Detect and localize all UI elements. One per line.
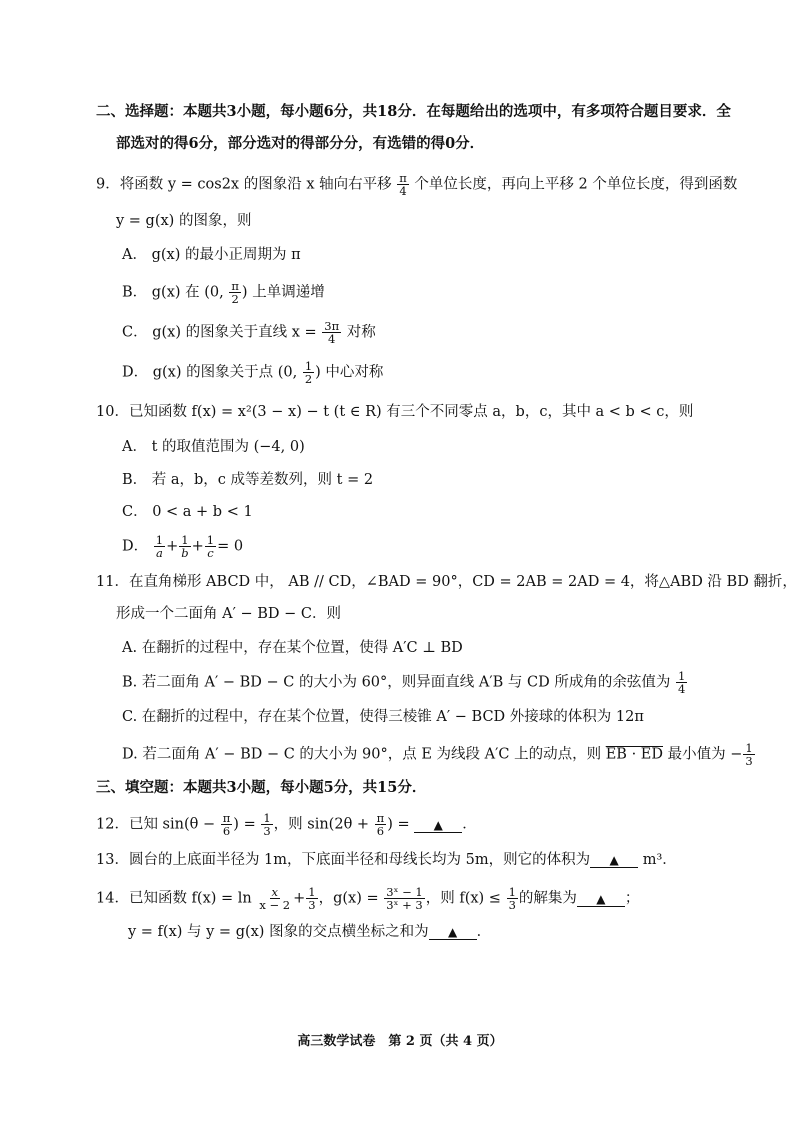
- frac-den: a: [155, 546, 163, 560]
- frac-den: 6: [222, 824, 231, 838]
- frac-num: 3π: [324, 319, 340, 333]
- q9-b-text1: B． g(x) 在 (0,: [122, 284, 224, 301]
- q14-end: ．: [476, 924, 492, 940]
- q9-line1: [96, 172, 737, 197]
- page-footer: 高三数学试卷 第 2 页（共 4 页）: [297, 1034, 503, 1049]
- q10-option-c: C． 0 < a + b < 1: [122, 504, 253, 520]
- q14-frac4: [507, 886, 518, 911]
- q11-option-c: C. 在翻折的过程中，存在某个位置，使得三棱锥 A′ − BCD 外接球的体积为 12π: [122, 709, 644, 725]
- q12-text3: ，则 sin(2θ +: [273, 816, 370, 833]
- q10-d-tail: = 0: [217, 538, 244, 555]
- q14-text2: +: [293, 890, 306, 907]
- q9-line2: y = g(x) 的图象，则: [116, 213, 252, 229]
- q9-c-text2: 对称: [346, 324, 376, 341]
- q14-line1: [96, 886, 639, 911]
- frac-num: 1: [155, 533, 164, 547]
- q9-text1: 将函数 y = cos2x 的图象沿 x 轴向右平移: [119, 176, 392, 193]
- q9-option-a: A． g(x) 的最小正周期为 π: [122, 247, 301, 263]
- q12-answer-blank[interactable]: ▲: [414, 818, 462, 833]
- section2-title-line1: 二、选择题：本题共3小题，每小题6分，共18分．在每题给出的选项中，有多项符合题目要求．全: [96, 103, 731, 120]
- q12-text2: ) =: [233, 816, 256, 833]
- q13-answer-blank[interactable]: ▲: [590, 853, 638, 868]
- q12-line: [96, 812, 477, 837]
- q14-frac1: [257, 886, 292, 911]
- q12-text1: 12．已知 sin(θ −: [96, 816, 216, 833]
- frac-num: 1: [745, 741, 753, 755]
- q13-line: [96, 850, 677, 870]
- q11-b-text: B. 若二面角 A′ − BD − C 的大小为 60°，则异面直线 A′B 与 CD 所成角的余弦值为: [122, 674, 671, 691]
- frac-den: 4: [677, 682, 686, 696]
- frac-num: π: [231, 279, 239, 293]
- q9-b-fraction: [229, 280, 241, 305]
- q11-option-d: [122, 742, 756, 767]
- frac-num: 1: [508, 885, 516, 899]
- q13-text1: 13．圆台的上底面半径为 1m，下底面半径和母线长均为 5m，则它的体积为: [96, 852, 591, 868]
- frac-num: π: [399, 171, 407, 185]
- q9-fraction-pi-4: [397, 172, 409, 197]
- frac-num: π: [376, 811, 385, 825]
- q10-option-d: D． $\frac{1}{a}$ + $\frac{1}{b}$ + $\frac{1}{c}$ = 0: [122, 533, 244, 560]
- q12-frac3: [375, 812, 387, 837]
- q14-answer-blank-2[interactable]: ▲: [429, 925, 477, 940]
- frac-den: 2: [231, 292, 239, 306]
- q11-d-text2: 最小值为 −: [667, 746, 743, 763]
- q12-frac1: [221, 812, 233, 837]
- q13-text2: m³．: [642, 852, 677, 868]
- frac-num: 3ˣ − 1: [386, 885, 423, 899]
- frac-num: 1: [304, 359, 313, 373]
- q14-line2: [128, 922, 491, 942]
- q9-d-text1: D． g(x) 的图象关于点 (0,: [122, 364, 298, 381]
- frac-den: 4: [399, 184, 407, 198]
- frac-den: 2: [304, 372, 313, 386]
- q11-b-fraction: [676, 670, 687, 695]
- q14-text6: ；: [624, 890, 640, 907]
- frac-den: 6: [376, 824, 385, 838]
- q12-frac2: [261, 812, 272, 837]
- q9-b-text2: ) 上单调递增: [241, 284, 325, 301]
- q14-text4: ，则 f(x) ≤: [425, 890, 501, 907]
- q9-d-text2: ) 中心对称: [315, 364, 384, 381]
- q14-text1: 14．已知函数 f(x) = ln: [96, 890, 252, 907]
- q9-option-b: [122, 280, 325, 305]
- q14-text3: ，g(x) =: [318, 890, 379, 907]
- section2-title-line2: 部选对的得6分，部分选对的得部分分，有选错的得0分．: [116, 135, 485, 152]
- frac-num: 1: [181, 533, 189, 547]
- q14-frac2: [306, 886, 317, 911]
- frac-num: 1: [206, 533, 215, 547]
- q11-d-text1: D. 若二面角 A′ − BD − C 的大小为 90°，点 E 为线段 A′C 上的动点，则: [122, 746, 602, 763]
- q11-line2: 形成一个二面角 A′ − BD − C．则: [116, 606, 341, 622]
- q10-d-label: D．: [122, 538, 149, 555]
- q11-d-fraction: [743, 742, 754, 767]
- frac-den: b: [181, 546, 189, 560]
- q10-line1: 10．已知函数 f(x) = x²(3 − x) − t (t ∈ R) 有三个不同零点 a，b，c，其中 a < b < c，则: [96, 404, 694, 420]
- frac-den: x − 2: [259, 898, 291, 912]
- frac-num: 1: [308, 885, 316, 899]
- frac-num: 1: [263, 811, 271, 825]
- q12-end: ．: [462, 816, 477, 833]
- section3-title: 三、填空题：本题共3小题，每小题5分，共15分．: [96, 779, 427, 796]
- frac-den: 3: [745, 754, 753, 768]
- q14-answer-blank-1[interactable]: ▲: [577, 892, 625, 907]
- q10-option-b: B． 若 a，b，c 成等差数列，则 t = 2: [122, 472, 374, 488]
- q14-frac3: [384, 886, 424, 911]
- frac-den: 3: [308, 898, 316, 912]
- q11-option-b: [122, 670, 688, 695]
- q10-d-frac-b: [179, 534, 190, 559]
- q12-text4: ) =: [387, 816, 410, 833]
- q11-option-a: A. 在翻折的过程中，存在某个位置，使得 A′C ⊥ BD: [122, 640, 463, 656]
- frac-den: 3: [508, 898, 516, 912]
- q14-text5: 的解集为: [518, 890, 577, 907]
- q11-d-vector: EB · ED: [605, 746, 663, 763]
- frac-num: x: [271, 885, 278, 899]
- q9-d-fraction: [303, 360, 314, 385]
- q9-c-text1: C． g(x) 的图象关于直线 x =: [122, 324, 317, 341]
- frac-den: 4: [328, 332, 336, 346]
- q14-line2-text: y = f(x) 与 y = g(x) 图象的交点横坐标之和为: [128, 924, 429, 940]
- q11-line1: 11．在直角梯形 ABCD 中， AB // CD，∠BAD = 90°，CD = 2AB = 2AD = 4，将△ABD 沿 BD 翻折，: [96, 574, 797, 590]
- q10-d-frac-c: [205, 534, 216, 559]
- q9-text2: 个单位长度，再向上平移 2 个单位长度，得到函数: [414, 176, 738, 193]
- q9-number: 9．: [96, 176, 120, 193]
- q9-option-c: [122, 320, 376, 345]
- frac-den: c: [207, 546, 214, 560]
- q9-option-d: [122, 360, 383, 385]
- q9-c-fraction: [322, 320, 341, 345]
- q10-d-frac-a: [154, 534, 165, 559]
- frac-den: 3: [263, 824, 271, 838]
- q10-option-a: A． t 的取值范围为 (−4, 0): [122, 439, 305, 455]
- frac-num: 1: [677, 669, 686, 683]
- frac-num: π: [222, 811, 231, 825]
- frac-den: 3ˣ + 3: [386, 898, 423, 912]
